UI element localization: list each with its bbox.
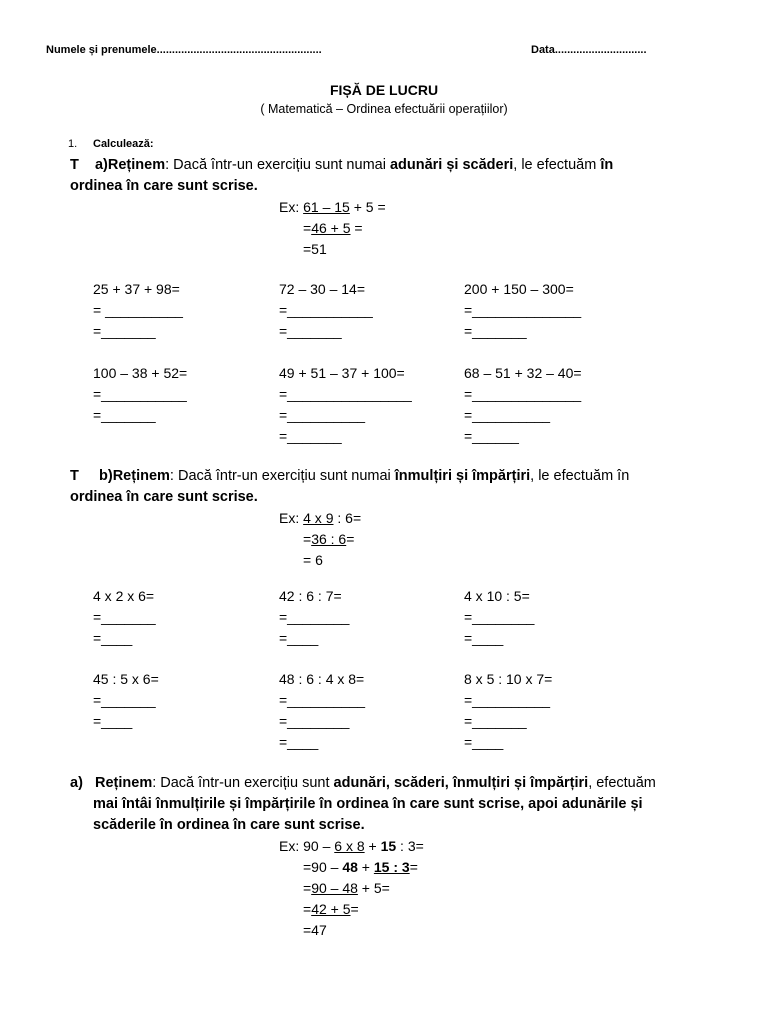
example-a-step-prefix: = (303, 220, 312, 236)
example-a-step-underlined: 46 + 5 (311, 220, 351, 236)
rule-a-retinem: Reținem (107, 157, 166, 173)
rule-a-letter: a) (94, 157, 108, 173)
exercise-line: =________ (464, 609, 535, 625)
exercise-a2 (279, 279, 373, 342)
exercise-line: =____ (279, 734, 319, 750)
rule-a-emphasis: adunări și scăderi (389, 157, 514, 173)
example-c-step1-mid: + (357, 859, 374, 875)
exercise-line: =_______ (279, 323, 342, 339)
rule-b-emphasis: înmulțiri și împărțiri (394, 468, 531, 484)
example-a-prefix: Ex: (279, 199, 304, 215)
exercise-line (279, 899, 424, 920)
rule-a-text: : Dacă într-un exercițiu sunt numai (165, 157, 390, 173)
exercise-line: =________________ (279, 386, 412, 402)
exercise-line: =______________ (464, 386, 582, 402)
exercise-line: =________ (279, 609, 350, 625)
example-a-rest: + 5 = (349, 199, 386, 215)
rule-c-line2: mai întâi înmulțirile și împărțirile în ordinea în care sunt scrise, apoi adunările și (93, 796, 643, 812)
exercise-line: 45 : 5 x 6= (93, 671, 159, 687)
example-c-step3-rest: = (350, 901, 359, 917)
rule-b-text-2: , le efectuăm în (530, 468, 630, 484)
rule-c-text: : Dacă într-un exercițiu sunt (152, 775, 334, 791)
example-c-step1-rest: = (409, 859, 418, 875)
example-c-step2-rest: + 5= (357, 880, 390, 896)
exercise-line: 49 + 51 – 37 + 100= (279, 365, 405, 381)
exercise-line: =_______ (93, 609, 156, 625)
exercise-line: =__________ (279, 692, 366, 708)
exercise-line: 4 x 10 : 5= (464, 588, 530, 604)
rule-a-marker: T (70, 157, 79, 173)
exercise-line (279, 836, 424, 857)
rule-c-emphasis: adunări, scăderi, înmulțiri și împărțiri (333, 775, 589, 791)
example-c-step2-prefix: = (303, 880, 312, 896)
exercise-line: 8 x 5 : 10 x 7= (464, 671, 553, 687)
rule-a-text-3: în (600, 157, 614, 173)
exercise-line: =_______ (93, 692, 156, 708)
exercise-b4 (93, 669, 159, 732)
rule-a (70, 155, 750, 176)
rule-b-line2: ordinea în care sunt scrise. (70, 489, 258, 505)
example-c-result: =47 (303, 922, 327, 938)
rule-a-text-2: , le efectuăm (513, 157, 601, 173)
exercise-line: 72 – 30 – 14= (279, 281, 366, 297)
example-a-underlined: 61 – 15 (303, 199, 350, 215)
rule-b-text: : Dacă într-un exercițiu sunt numai (169, 468, 395, 484)
exercise-line: 25 + 37 + 98= (93, 281, 180, 297)
exercise-a1 (93, 279, 183, 342)
exercise-line: =____ (464, 734, 504, 750)
example-b-rest: : 6= (333, 510, 362, 526)
rule-c (70, 773, 750, 794)
exercise-line: =__________ (464, 407, 551, 423)
exercise-b6 (464, 669, 552, 753)
exercise-line: =_______ (93, 323, 156, 339)
rule-c-retinem: Reținem (95, 775, 153, 791)
rule-c-text-2: , efectuăm (588, 775, 656, 791)
example-c-prefix: Ex: 90 – (279, 838, 335, 854)
exercise-a6 (464, 363, 582, 447)
exercise-line: =____ (93, 713, 133, 729)
exercise-line: =____ (464, 630, 504, 646)
exercise-line: 48 : 6 : 4 x 8= (279, 671, 365, 687)
task-number: 1. (68, 138, 78, 150)
exercise-line: =__________ (464, 692, 551, 708)
exercise-line: =__________ (279, 407, 366, 423)
rule-b-letter: b) (99, 468, 113, 484)
example-a (279, 197, 386, 260)
rule-c-line3: scăderile în ordinea în care sunt scrise. (93, 817, 365, 833)
exercise-b2 (279, 586, 349, 649)
exercise-line: =______ (464, 428, 519, 444)
exercise-line: = __________ (93, 302, 183, 318)
exercise-line (279, 197, 386, 218)
rule-a-line2: ordinea în care sunt scrise. (70, 178, 258, 194)
example-b-result: = 6 (303, 552, 323, 568)
example-c-bold: 15 (380, 838, 397, 854)
rule-b-marker: T (70, 468, 79, 484)
example-b-step-prefix: = (303, 531, 312, 547)
exercise-line (279, 878, 424, 899)
example-c-mid: + (364, 838, 381, 854)
example-c (279, 836, 424, 941)
rule-b-retinem: Reținem (112, 468, 170, 484)
example-a-result: =51 (303, 241, 327, 257)
exercise-a5 (279, 363, 412, 447)
exercise-line: =________ (279, 713, 350, 729)
example-b (279, 508, 361, 571)
example-c-step3-prefix: = (303, 901, 312, 917)
example-c-step1-underlined: 15 : 3 (373, 859, 410, 875)
exercise-line: =_______ (93, 407, 156, 423)
page-subtitle: ( Matematică – Ordinea efectuării operațiilor) (260, 102, 508, 116)
exercise-line (279, 508, 361, 529)
example-a-step-rest: = (350, 220, 363, 236)
exercise-line: =____ (93, 630, 133, 646)
exercise-b3 (464, 586, 534, 649)
example-c-rest: : 3= (396, 838, 424, 854)
exercise-b5 (279, 669, 365, 753)
example-b-underlined: 4 x 9 (303, 510, 334, 526)
exercise-line: 42 : 6 : 7= (279, 588, 342, 604)
exercise-line (279, 529, 361, 550)
exercise-line: =___________ (93, 386, 187, 402)
exercise-line (279, 857, 424, 878)
example-b-prefix: Ex: (279, 510, 304, 526)
exercise-line (279, 218, 386, 239)
exercise-line: =___________ (279, 302, 373, 318)
example-c-step3-underlined: 42 + 5 (311, 901, 351, 917)
exercise-line: 200 + 150 – 300= (464, 281, 574, 297)
example-b-step-rest: = (346, 531, 355, 547)
exercise-line: =_______ (464, 713, 527, 729)
exercise-line: 4 x 2 x 6= (93, 588, 155, 604)
example-c-step1-prefix: =90 – (303, 859, 343, 875)
date-field-label: Data.............................. (531, 44, 647, 56)
exercise-line: =_______ (464, 323, 527, 339)
task-label: Calculează: (93, 138, 154, 150)
exercise-line: =_______ (279, 428, 342, 444)
exercise-a3 (464, 279, 581, 342)
exercise-b1 (93, 586, 156, 649)
example-c-step2-underlined: 90 – 48 (311, 880, 358, 896)
page-title: FIȘĂ DE LUCRU (329, 82, 439, 98)
exercise-line: 100 – 38 + 52= (93, 365, 188, 381)
exercise-a4 (93, 363, 187, 426)
exercise-line: =____ (279, 630, 319, 646)
exercise-line: =______________ (464, 302, 582, 318)
rule-b (70, 466, 750, 487)
example-b-step-underlined: 36 : 6 (311, 531, 347, 547)
example-c-underlined: 6 x 8 (334, 838, 365, 854)
example-c-step1-bold: 48 (342, 859, 358, 875)
rule-c-letter: a) (70, 775, 83, 791)
name-field-label: Numele și prenumele...................................................... (46, 44, 322, 56)
exercise-line: 68 – 51 + 32 – 40= (464, 365, 582, 381)
